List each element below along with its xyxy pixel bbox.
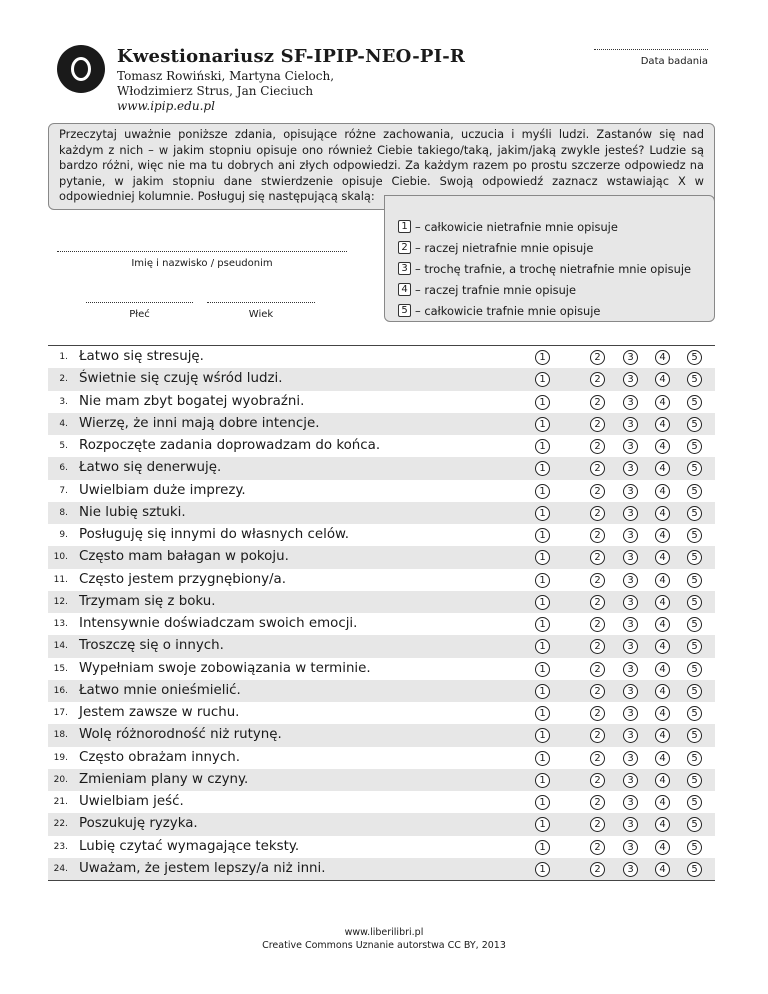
answer-option-3[interactable]: 3 [623,595,638,610]
item-statement: Uwielbiam duże imprezy. [79,482,246,498]
scale-text: – całkowicie nietrafnie mnie opisuje [415,219,618,234]
authors-line-1: Tomasz Rowiński, Martyna Cieloch, [117,69,335,83]
answer-option-5[interactable]: 5 [687,528,702,543]
item-statement: Trzymam się z boku. [79,593,216,609]
answer-option-4[interactable]: 4 [655,817,670,832]
answer-option-1[interactable]: 1 [535,395,550,410]
answer-option-3[interactable]: 3 [623,484,638,499]
answer-option-4[interactable]: 4 [655,484,670,499]
answer-option-5[interactable]: 5 [687,350,702,365]
item-number: 4. [59,418,68,429]
ipip-logo [57,45,105,93]
questionnaire-items [48,345,715,881]
sex-field[interactable] [86,302,193,303]
answer-option-2[interactable]: 2 [590,350,605,365]
item-number: 10. [53,552,68,563]
item-number: 24. [53,863,68,874]
item-number: 17. [53,708,68,718]
item-row [48,813,715,835]
answer-option-3[interactable]: 3 [623,573,638,588]
answer-option-2[interactable]: 2 [590,773,605,788]
answer-option-1[interactable]: 1 [535,862,550,877]
answer-option-4[interactable]: 4 [655,372,670,387]
item-statement: Często mam bałagan w pokoju. [79,549,289,565]
answer-option-1[interactable]: 1 [535,550,550,565]
item-row [48,658,715,680]
answer-option-4[interactable]: 4 [655,706,670,721]
answer-option-3[interactable]: 3 [623,417,638,432]
item-statement: Zmieniam plany w czyny. [79,771,249,787]
scale-item-2 [398,237,714,258]
answer-option-4[interactable]: 4 [655,573,670,588]
answer-option-2[interactable]: 2 [590,662,605,677]
item-number: 15. [53,663,68,674]
answer-option-1[interactable]: 1 [535,439,550,454]
answer-option-1[interactable]: 1 [535,751,550,766]
item-statement: Posługuję się innymi do własnych celów. [79,527,349,542]
item-number: 21. [53,797,68,807]
scale-text: – całkowicie trafnie mnie opisuje [415,303,601,318]
item-number: 6. [59,463,68,474]
item-row [48,435,715,457]
answer-option-3[interactable]: 3 [623,840,638,855]
item-number: 23. [53,841,68,852]
answer-option-2[interactable]: 2 [590,795,605,810]
answer-option-2[interactable]: 2 [590,862,605,877]
answer-option-4[interactable]: 4 [655,639,670,654]
item-statement: Wierzę, że inni mają dobre intencje. [79,415,320,431]
answer-option-5[interactable]: 5 [687,595,702,610]
answer-option-1[interactable]: 1 [535,417,550,432]
footer [0,926,768,952]
footer-license: Creative Commons Uznanie autorstwa CC BY, 2013 [262,940,506,951]
item-number: 7. [59,485,68,496]
item-statement: Lubię czytać wymagające teksty. [79,838,300,854]
answer-option-5[interactable]: 5 [687,862,702,877]
answer-option-4[interactable]: 4 [655,684,670,699]
item-statement: Intensywnie doświadczam swoich emocji. [79,616,358,631]
answer-option-1[interactable]: 1 [535,595,550,610]
answer-option-5[interactable]: 5 [687,617,702,632]
answer-option-2[interactable]: 2 [590,439,605,454]
item-row [48,702,715,724]
answer-option-1[interactable]: 1 [535,484,550,499]
item-statement: Poszukuję ryzyka. [79,816,198,832]
answer-option-2[interactable]: 2 [590,751,605,766]
answer-option-5[interactable]: 5 [687,573,702,588]
scale-number: 3 [398,262,411,275]
answer-option-2[interactable]: 2 [590,395,605,410]
date-field[interactable] [594,49,708,50]
item-statement: Troszczę się o innych. [79,638,224,654]
answer-option-5[interactable]: 5 [687,662,702,677]
footer-url: www.liberilibri.pl [344,927,424,938]
item-row [48,836,715,858]
answer-option-1[interactable]: 1 [535,573,550,588]
answer-option-1[interactable]: 1 [535,506,550,521]
item-number: 11. [53,574,68,585]
answer-option-3[interactable]: 3 [623,350,638,365]
answer-option-5[interactable]: 5 [687,684,702,699]
item-number: 9. [59,530,68,540]
answer-option-3[interactable]: 3 [623,662,638,677]
answer-option-5[interactable]: 5 [687,773,702,788]
item-row [48,724,715,746]
answer-option-1[interactable]: 1 [535,684,550,699]
item-row [48,613,715,635]
scale-number: 1 [398,220,411,233]
answer-option-1[interactable]: 1 [535,773,550,788]
item-number: 16. [53,685,68,696]
item-row [48,502,715,524]
answer-option-1[interactable]: 1 [535,817,550,832]
item-row [48,480,715,502]
answer-option-1[interactable]: 1 [535,706,550,721]
answer-option-2[interactable]: 2 [590,506,605,521]
answer-option-2[interactable]: 2 [590,728,605,743]
answer-option-3[interactable]: 3 [623,751,638,766]
item-statement: Łatwo się denerwuję. [79,460,222,476]
item-row [48,747,715,769]
answer-option-1[interactable]: 1 [535,639,550,654]
answer-option-5[interactable]: 5 [687,706,702,721]
answer-option-4[interactable]: 4 [655,840,670,855]
answer-option-2[interactable]: 2 [590,484,605,499]
answer-option-2[interactable]: 2 [590,573,605,588]
answer-option-4[interactable]: 4 [655,461,670,476]
answer-option-5[interactable]: 5 [687,372,702,387]
answer-option-5[interactable]: 5 [687,395,702,410]
item-row [48,457,715,479]
answer-option-3[interactable]: 3 [623,773,638,788]
instructions-box: Przeczytaj uważnie poniższe zdania, opisujące różne zachowania, uczucia i myśli ludzi. Zastanów się nad każdym z nich – w jakim stopniu opisuje ono również Ciebie takiego/taką, jakim/jaką zwykle jesteś? Ludzie są bardzo różni, więc nie ma tu dobrych ani złych odpowiedzi. Za każdym razem po prostu szczerze odpowiedz na pytanie, w jakim stopniu dane stwierdzenie opisuje Ciebie. Swoją odpowiedź zaznacz wstawiając X w odpowiedniej kolumnie. Posługuj się następującą skalą: [48,123,715,210]
scale-item-1 [398,216,714,237]
answer-option-5[interactable]: 5 [687,461,702,476]
answer-option-4[interactable]: 4 [655,795,670,810]
item-statement: Świetnie się czuję wśród ludzi. [79,371,283,387]
item-number: 22. [53,819,68,830]
scale-legend [384,195,715,322]
answer-option-4[interactable]: 4 [655,506,670,521]
answer-option-1[interactable]: 1 [535,840,550,855]
item-row [48,680,715,702]
page-title: Kwestionariusz SF-IPIP-NEO-PI-R [117,46,466,67]
item-statement: Nie mam zbyt bogatej wyobraźni. [79,393,305,409]
authors-line-2: Włodzimierz Strus, Jan Cieciuch [117,84,314,98]
answer-option-3[interactable]: 3 [623,461,638,476]
answer-option-5[interactable]: 5 [687,439,702,454]
item-number: 20. [53,774,68,785]
age-field[interactable] [207,302,315,303]
item-number: 1. [59,352,68,362]
answer-option-3[interactable]: 3 [623,817,638,832]
answer-option-1[interactable]: 1 [535,728,550,743]
answer-option-5[interactable]: 5 [687,550,702,565]
answer-option-1[interactable]: 1 [535,617,550,632]
scale-item-4 [398,279,714,300]
answer-option-5[interactable]: 5 [687,795,702,810]
answer-option-5[interactable]: 5 [687,728,702,743]
answer-option-2[interactable]: 2 [590,372,605,387]
item-row [48,791,715,813]
answer-option-2[interactable]: 2 [590,706,605,721]
answer-option-3[interactable]: 3 [623,528,638,543]
answer-option-4[interactable]: 4 [655,417,670,432]
sex-label: Płeć [129,309,150,320]
item-number: 13. [53,619,68,629]
item-number: 18. [53,730,68,741]
answer-option-4[interactable]: 4 [655,862,670,877]
answer-option-4[interactable]: 4 [655,617,670,632]
answer-option-3[interactable]: 3 [623,439,638,454]
scale-text: – raczej nietrafnie mnie opisuje [415,240,594,255]
scale-text: – raczej trafnie mnie opisuje [415,282,576,297]
answer-option-3[interactable]: 3 [623,684,638,699]
answer-option-3[interactable]: 3 [623,617,638,632]
item-number: 8. [59,507,68,518]
answer-option-2[interactable]: 2 [590,528,605,543]
item-statement: Łatwo się stresuję. [79,349,204,364]
answer-option-4[interactable]: 4 [655,439,670,454]
answer-option-5[interactable]: 5 [687,417,702,432]
answer-option-5[interactable]: 5 [687,639,702,654]
answer-option-2[interactable]: 2 [590,840,605,855]
item-row [48,524,715,546]
item-number: 14. [53,641,68,652]
item-row [48,858,715,880]
answer-option-5[interactable]: 5 [687,751,702,766]
scale-text: – trochę trafnie, a trochę nietrafnie mnie opisuje [415,261,691,276]
scale-number: 5 [398,304,411,317]
name-label: Imię i nazwisko / pseudonim [131,258,273,269]
answer-option-5[interactable]: 5 [687,484,702,499]
item-number: 19. [53,752,68,763]
item-statement: Jestem zawsze w ruchu. [79,705,240,720]
answer-option-3[interactable]: 3 [623,550,638,565]
authors [117,69,334,114]
item-statement: Łatwo mnie onieśmielić. [79,682,241,698]
answer-option-4[interactable]: 4 [655,395,670,410]
answer-option-3[interactable]: 3 [623,862,638,877]
answer-option-2[interactable]: 2 [590,417,605,432]
item-statement: Często jestem przygnębiony/a. [79,571,286,587]
answer-option-2[interactable]: 2 [590,617,605,632]
answer-option-4[interactable]: 4 [655,528,670,543]
item-row [48,413,715,435]
answer-option-4[interactable]: 4 [655,773,670,788]
scale-item-5 [398,300,714,321]
scale-item-3 [398,258,714,279]
answer-option-3[interactable]: 3 [623,795,638,810]
item-row [48,591,715,613]
item-row [48,368,715,390]
item-row [48,346,715,368]
item-number: 3. [59,396,68,407]
item-row [48,391,715,413]
item-statement: Wypełniam swoje zobowiązania w terminie. [79,660,371,676]
answer-option-2[interactable]: 2 [590,639,605,654]
answer-option-3[interactable]: 3 [623,639,638,654]
answer-option-4[interactable]: 4 [655,550,670,565]
answer-option-4[interactable]: 4 [655,662,670,677]
item-statement: Uważam, że jestem lepszy/a niż inni. [79,860,326,876]
answer-option-2[interactable]: 2 [590,595,605,610]
scale-number: 2 [398,241,411,254]
item-statement: Rozpoczęte zadania doprowadzam do końca. [79,438,381,453]
answer-option-3[interactable]: 3 [623,706,638,721]
website-url: www.ipip.edu.pl [117,99,215,113]
answer-option-4[interactable]: 4 [655,751,670,766]
item-row [48,635,715,657]
date-label: Data badania [640,56,708,67]
answer-option-2[interactable]: 2 [590,817,605,832]
scale-number: 4 [398,283,411,296]
answer-option-5[interactable]: 5 [687,817,702,832]
answer-option-2[interactable]: 2 [590,684,605,699]
answer-option-3[interactable]: 3 [623,395,638,410]
answer-option-3[interactable]: 3 [623,506,638,521]
answer-option-3[interactable]: 3 [623,372,638,387]
item-number: 5. [59,441,68,451]
answer-option-1[interactable]: 1 [535,795,550,810]
answer-option-5[interactable]: 5 [687,506,702,521]
item-row [48,546,715,568]
item-statement: Uwielbiam jeść. [79,794,184,809]
answer-option-1[interactable]: 1 [535,372,550,387]
answer-option-1[interactable]: 1 [535,662,550,677]
item-row [48,569,715,591]
item-row [48,769,715,791]
item-statement: Wolę różnorodność niż rutynę. [79,727,282,743]
answer-option-4[interactable]: 4 [655,595,670,610]
name-field[interactable] [57,251,347,252]
item-number: 2. [59,374,68,385]
item-number: 12. [53,596,68,607]
answer-option-4[interactable]: 4 [655,350,670,365]
answer-option-2[interactable]: 2 [590,461,605,476]
age-label: Wiek [248,309,274,320]
item-statement: Nie lubię sztuki. [79,504,186,520]
answer-option-2[interactable]: 2 [590,550,605,565]
answer-option-1[interactable]: 1 [535,350,550,365]
answer-option-3[interactable]: 3 [623,728,638,743]
answer-option-1[interactable]: 1 [535,461,550,476]
answer-option-1[interactable]: 1 [535,528,550,543]
item-statement: Często obrażam innych. [79,749,240,765]
answer-option-5[interactable]: 5 [687,840,702,855]
answer-option-4[interactable]: 4 [655,728,670,743]
